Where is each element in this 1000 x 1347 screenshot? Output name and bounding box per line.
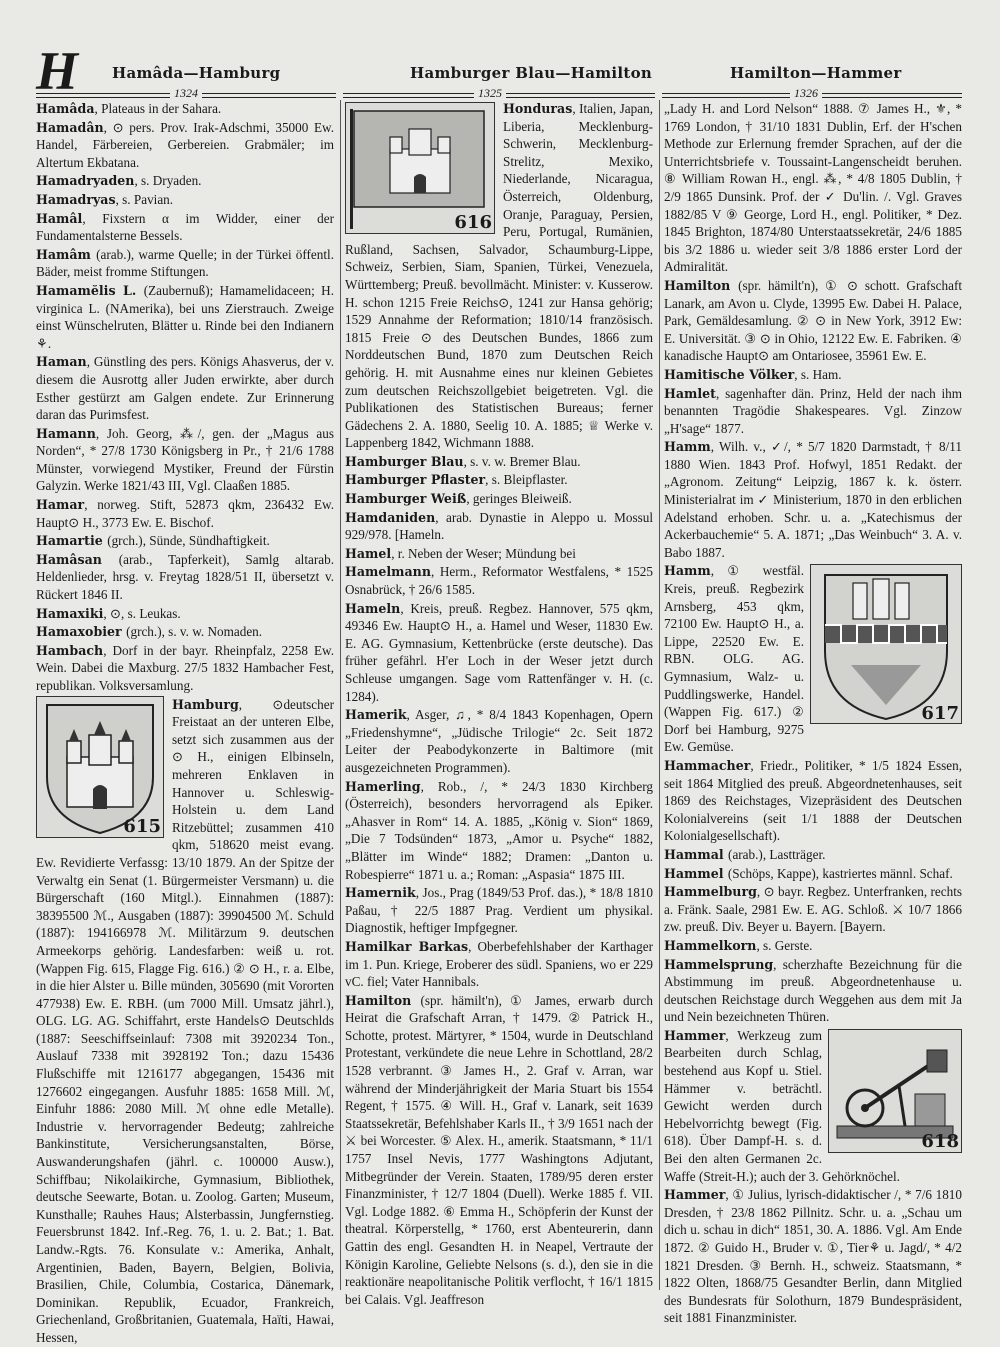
headword: Hamel [345, 545, 392, 561]
entry: Hamadân, ⊙ pers. Prov. Irak-Adschmi, 35000 Ew. Handel, Färbereien, Gerbereien. Grabmäler; im Altertum Ekbatana. [36, 119, 334, 170]
hamburg-flag-figure [345, 102, 495, 234]
column-divider-2 [659, 100, 660, 1290]
entry: Hamernik, Jos., Prag (1849/53 Prof. das.), * 18/8 1810 Paßau, † 22/5 1887 Prag. Verdient um physikal. Diagnostik, heftiger Impfgegner. [345, 885, 653, 936]
entry: Hamm, Wilh. v., ✓/, * 5/7 1820 Darmstadt, † 8/11 1880 Wien. 1843 Prof. Hofwyl, 1851 Redakt. der „Agronom. Zeitung“ Leipzig, 1867 k. k. österr. Ministerialrat im ✓ Ministerium, 1870 in den erblichen Adelstand erhoben. Schr. u. a. „Katechismus der Ackerbauchemie“ 5. A. 1871; „Das Weinbuch“ 3. A. v. Babo 1887. [664, 439, 962, 560]
column-divider-1 [340, 100, 341, 1290]
headword: Hamernik [345, 885, 416, 901]
shield-icon [811, 565, 961, 723]
headword: Hammelsprung [664, 956, 774, 972]
headword: Hamâsan [36, 551, 119, 567]
headword: Hambach [36, 642, 104, 658]
headword: Honduras [503, 101, 573, 116]
headword: Hamadryas [36, 191, 116, 207]
headword: Hamâda [36, 101, 95, 116]
entry: Hammelkorn, s. Gerste. [664, 937, 813, 953]
figure-number: 618 [921, 1131, 959, 1153]
headword: Hamilkar Barkas [345, 938, 469, 954]
text-column-2 [345, 100, 653, 1307]
headword: Hamerling [345, 778, 421, 794]
headword: Haman [36, 354, 87, 370]
entry: Hamerling, Rob., /, * 24/3 1830 Kirchberg (Österreich), besonders hervorragend als Epiker. „Ahasver in Rom“ 14. A. 1885, „König v. Sion“ 1869, „Die 7 Todsünden“ 1873, „Amor u. Psyche“ 1882, „Blätter im Winde“ 1882; Dramen: „Danton u. Robespierre“ 1871 u. a.; Roman: „Aspasia“ 1875 III. [345, 778, 653, 882]
headword: Hamamĕlis L. [36, 282, 144, 298]
entry: Haman, Günstling des pers. Königs Ahasverus, der v. diesem die Ausrottg aller Juden erwirkte, aber durch Esther gestürzt am Galgen endete. Zur Erinnerung daran das Purimsfest. [36, 354, 334, 423]
headword: Hamaxobier [36, 624, 127, 640]
entry: Hamilkar Barkas, Oberbefehlshaber der Karthager im 1. Pun. Kriege, Eroberer des südl. Spaniens, wo er 229 vC. fiel; Vater Hannibals. [345, 938, 653, 990]
entry: Hamlet, sagenhafter dän. Prinz, Held der nach ihm benannten Tragödie Shakespeares. Vgl. Zinzow „H'sage“ 1877. [664, 385, 962, 436]
headword: Hammelburg [664, 884, 757, 900]
column-header-3: Hamilton—Hammer [730, 64, 902, 82]
headword: Hamartie [36, 533, 108, 549]
headword: Hamitische Völker [664, 366, 795, 382]
headword: Hamadân [36, 119, 104, 135]
headword: Hamâm [36, 246, 97, 262]
entry: Hamel, r. Neben der Weser; Mündung bei [345, 545, 576, 561]
entry: Hamburger Pflaster, s. Bleipflaster. [345, 472, 568, 488]
headword: Hamburger Weiß [345, 491, 467, 507]
entry: Hamar, norweg. Stift, 52873 qkm, 236432 Ew. Haupt⊙ H., 3773 Ew. E. Bischof. [36, 497, 334, 530]
headword: Hamm [664, 439, 711, 455]
headword: Hamm [664, 563, 711, 579]
entry: Hamburger Blau, s. v. w. Bremer Blau. [345, 453, 581, 469]
entry: Hamâm (arab.), warme Quelle; in der Türkei öffentl. Bäder, meist fromme Stiftungen. [36, 246, 334, 280]
headword: Hamburger Pflaster [345, 472, 486, 488]
entry: Hamâsan (arab., Tapferkeit), Samlg altarab. Heldenlieder, hrsg. v. Freytag 1828/51 II, übersetzt v. Rückert 1846 II. [36, 551, 334, 603]
headword: Hamadryaden [36, 173, 135, 189]
entry: Hamitische Völker, s. Ham. [664, 366, 842, 382]
page-number-1: 1324 [170, 86, 202, 101]
headword: Hamburg [172, 696, 239, 712]
headword: Hammer [664, 1027, 726, 1043]
entry: Hamaxobier (grch.), s. v. w. Nomaden. [36, 624, 263, 640]
entry: Honduras, Italien, Japan, Liberia, Mecklenburg-Schwerin, Mecklenburg-Strelitz, Mexiko, Niederlande, Nicaragua, Österreich, Oldenburg, Oranje, Paraguay, Persien, Peru, Portugal, Rumänien, Rußland, Sachsen, Salvador, Schaumburg-Lippe, Schweiz, Serbien, Siam, Spanien, Türkei, Venezuela, Württemberg; Preuß. bevollmächt. Minister: v. Kusserow. H. schon 1215 Freie Reichs⊙, 1241 zur Hansa gehörig; 1529 Annahme der Reformation; 1810/14 französisch. 1815 Freie ⊙ des Deutschen Bundes, 1866 zum Norddeutschen Bund, 1870 zum Deutschen Reich gehörig. H. mit Ausnahme eines nur kleinen Gebietes zum deutschen Reichszollgebiet beigetreten. Vgl. die Publikationen des Statistischen Bureaus; ferner Gädechens 2. A. 1880, Seelig 10. A. 1885; ♕ Werke v. Lappenberg 1842, Wichmann 1888. [345, 101, 653, 451]
entry: Hamilton (spr. hämilt'n), ① James, erwarb durch Heirat die Grafschaft Arran, † 1479. ② Patrick H., Schotte, protest. Märtyrer, * 1504, wurde in Deutschland Protestant, verkündete die neue Lehre in Schottland, 28/2 1528 verbrannt. ③ James H., 2. Graf v. Arran, war während der Minderjährigkeit der Maria Stuart bis 1554 Regent, † 1575. ④ Will. H., Graf v. Lanark, seit 1639 Staatssekretär, Befehlshaber Karls II., † 3/9 1651 nach der ⚔ bei Worcester. ⑤ Alex. H., amerik. Staatsmann, * 11/1 1757 Insel Nevis, 1777 Washingtons Adjutant, Mitbegründer der Verein. Staaten, 1789/95 deren erster Finanzminister, † 12/7 1804 (Duell). Werke 1885 f. VII. Vgl. Lodge 1882. ⑥ Emma H., Schöpferin der Kunst der theatral. Körperstellg, * 1760, erst Abenteurerin, dann Gattin des engl. Gesandten H. in Neapel, Vertraute der Königin Karoline, Geliebte Nelsons (s. d.), den sie in die reaktionäre neapolitanische Politik verflocht, † 16/1 1815 bei Calais. Vgl. Jeaffreson [345, 992, 653, 1307]
entry: Hamâl, Fixstern α im Widder, einer der Fundamentalsterne Bessels. [36, 210, 334, 244]
entry: Hammer, Werkzeug zum Bearbeiten durch Schlag, bestehend aus Kopf u. Stiel. Hämmer v. beträchtl. Gewicht werden durch Hebelvorrichtg bewegt (Fig. 618). Über Dampf-H. s. d. Bei den alten Germanen 2c. Waffe (Streit-H.); auch der 3. Gehörknöchel. [664, 1027, 900, 1184]
entry: Hamamĕlis L. (Zaubernuß); Hamamelidaceen; H. virginica L. (NAmerika), bei uns Zierstrauch. Zweige einst Wünschelruten, Blätter u. Rinde bei den Indianern ⚘. [36, 282, 334, 351]
entry: Hamburger Weiß, geringes Bleiweiß. [345, 491, 572, 507]
entry: Hamilton (spr. hämilt'n), ① ⊙ schott. Grafschaft Lanark, am Avon u. Clyde, 13995 Ew. Dabei H. Palace, Park, Gemäldesamlung. ② ⊙ in New York, 3912 Ew: E. Universität. ③ ⊙ in Ohio, 12122 Ew. E. Fabriken. ④ kanadische Haupt⊙ am Ontariosee, 35961 Ew. E. [664, 277, 963, 364]
headword: Hammelkorn [664, 937, 757, 953]
headword: Hamilton [345, 992, 421, 1008]
steam-hammer-figure [828, 1029, 962, 1153]
entry: Hamelmann, Herm., Reformator Westfalens, * 1525 Osnabrück, † 26/6 1585. [345, 564, 653, 598]
headword: Hammal [664, 846, 729, 862]
hamburg-coat-of-arms-figure [36, 696, 164, 838]
entry: Hamerik, Asger, ♫, * 8/4 1843 Kopenhagen, Opern „Friedenshymne“, „Jüdische Trilogie“ 2c. Seit 1872 Leiter der Peabodykonzerte in Baltimore (mit ausgezeichneten Programmen). [345, 707, 653, 775]
entry: Hammer, ① Julius, lyrisch-didaktischer /, * 7/6 1810 Dresden, † 23/8 1862 Pillnitz. Schr. u. a. „Schau um dich u. schau in dich“ 1851, 30. A. 1886. Vgl. Am Ende 1872. ② Guido H., Bruder v. ①, Tier⚘ u. Jagd/, * 4/2 1821 Dresden. ③ Bernh. H., schweiz. Staatsmann, * 1822 Olten, 1868/75 Gesandter Berlin, dann Mitglied des Bundesrats für Solothurn, 1879 Bundespräsident, seit 1881 Finanzminister. [664, 1187, 962, 1326]
figure-number: 617 [921, 702, 959, 724]
headword: Hamburger Blau [345, 453, 464, 469]
headword: Hamilton [664, 277, 739, 293]
entry: „Lady H. and Lord Nelson“ 1888. ⑦ James H., ⚜, * 1769 London, † 31/10 1831 Dublin, Erf. der H'schen Methode zur Erlernung fremder Sprachen, auf der die Unterrichtsbriefe v. Toussaint-Langenscheidt beruhen. ⑧ William Rowan H., engl. ⁂, * 4/8 1805 Dublin, † 2/9 1865 Dunsink. Prof. der ✓ Du'lin. /. Vgl. Graves 1882/85 V ⑨ George, Lord H., engl. Politiker, * Dez. 1845 Brighton, 1874/80 Unterstaatssekretär, 24/6 1885 bis 3/2 1886 u. wieder seit 3/8 1886 erster Lord der Admiralität. [664, 101, 962, 275]
figure-number: 615 [123, 816, 161, 837]
page-number-2: 1325 [474, 86, 506, 101]
entry: Hamaxiki, ⊙, s. Leukas. [36, 605, 181, 621]
entry: Hambach, Dorf in der bayr. Rheinpfalz, 2258 Ew. Wein. Dabei die Maxburg. 27/5 1832 Hambacher Fest, republikan. Volksversamlung. [36, 642, 334, 693]
section-letter: H [36, 41, 79, 101]
headword: Hammer [664, 1187, 726, 1203]
headword: Hammacher [664, 757, 751, 773]
headword: Hamâl [36, 210, 83, 226]
entry: Hameln, Kreis, preuß. Regbez. Hannover, 575 qkm, 49346 Ew. Haupt⊙ H., a. Hamel und Weser, 11830 Ew. E. AG. Gymnasium, Kettenbrücke (erste deutsche). Das früher gefährl. H'er Loch in der Weser jetzt durch Schleuse umgangen. Sage vom Rattenfänger v. H. (c. 1284). [345, 600, 653, 704]
entry: Hamburg, ⊙deutscher Freistaat an der unteren Elbe, setzt sich zusammen aus der ⊙ H., einigen Elbinseln, mehreren Enklaven in Hannover u. Schleswig-Holstein u. dem Land Ritzebüttel; zusammen 410 qkm, 518620 meist evang. Ew. Revidierte Verfassg: 13/10 1879. An der Spitze der Verwaltg ein Senat (1. Bürgermeister Versmann) u. die Bürgerschaft (160 Mitgl.). Einnahmen (1887): 38395500 ℳ., Ausgaben (1887): 39904500 ℳ. Schuld (1887): 194166978 ℳ. Militärzum 9. deutschen Armeekorps gehörig. Landesfarben: weiß u. rot. (Wappen Fig. 615, Flagge Fig. 616.) ② ⊙ H., r. a. Elbe, in die hier Alster u. Bille münden, 305690 (mit Vororten 477938) Ew. E. RBH. (um 7000 Mill. Umsatz jährl.), OLG. LG. AG. Schiffahrt, erste Handels⊙ Deutschlds (1887: Seeschiffseinlauf: 7308 mit 3920234 Ton., Auslauf 7338 mit 3928192 Ton.; dazu 15436 Flußschiffe mit 1216177 abgegangen, 15436 mit 1276602 eingegangen. Ausfuhr 1885: 1658 Mill. ℳ, Einfuhr 1886: 2080 Mill. ℳ ohne edle Metalle). Industrie v. hervorragender Bedeutg; zahlreiche Bankinstitute, Versicherungsanstalten, Börse, Auswanderungshafen (jährl. c. 100000 Ausw.), Schiffbau; Nikolaikirche, Gymnasium, Bibliothek, deutsche Seewarte, Botan. u. Zoolog. Garten; Museum, Kunsthalle; Rauhes Haus; Alsterbassin, Jungfernstieg. Feuersbrunst 1842. Inf.-Reg. 76, 1. u. 2. Bat.; 1. Bat. Landw.-Rgts. 76. Konsulate v.: Amerika, Anhalt, Argentinien, Baden, Bayern, Belgien, Bolivia, Brasilien, Chile, Columbia, Costarica, Dänemark, Dominikan. Republik, Ecuador, Frankreich, Griechenland, Großbritanien, Guatemala, Haïti, Hawai, Hessen, [36, 696, 334, 1345]
column-header-2: Hamburger Blau—Hamilton [410, 64, 653, 82]
headword: Hamlet [664, 385, 716, 401]
figure-number: 616 [454, 212, 492, 234]
text-column-1 [36, 100, 334, 1345]
entry: Hamadryaden, s. Dryaden. [36, 173, 202, 189]
headword: Hamerik [345, 707, 407, 723]
entry: Hammelburg, ⊙ bayr. Regbez. Unterfranken, rechts a. Fränk. Saale, 2981 Ew. E. AG. Schloß. ⚔ 10/7 1866 zw. preuß. Div. Beyer u. Bayern. [Bayern. [664, 884, 962, 935]
headword: Hamelmann [345, 564, 431, 580]
entry: Hammal (arab.), Lastträger. [664, 846, 826, 862]
headword: Hamaxiki [36, 605, 104, 621]
entry: Hamdaniden, arab. Dynastie in Aleppo u. Mossul 929/978. [Hameln. [345, 509, 653, 543]
entry: Hamann, Joh. Georg, ⁂/, gen. der „Magus aus Norden“, * 27/8 1730 Königsberg in Pr., † 21/6 1788 Münster, vorwiegend Mystiker, Freund der Fürstin Galyzin. Werke 1821/43 III, Vgl. Claaßen 1885. [36, 425, 334, 494]
headword: Hamdaniden [345, 509, 436, 525]
headword: Hameln [345, 600, 401, 616]
entry: Hammel (Schöps, Kappe), kastriertes männl. Schaf. [664, 865, 953, 881]
column-header-1: Hamâda—Hamburg [112, 64, 281, 82]
headword: Hammel [664, 865, 728, 881]
text-column-3 [664, 100, 963, 1326]
entry: Hamâda, Plateaus in der Sahara. [36, 101, 222, 116]
headword: Hamann [36, 425, 96, 441]
hamm-coat-of-arms-figure [810, 564, 962, 724]
headword: Hamar [36, 497, 85, 513]
entry: Hamartie (grch.), Sünde, Sündhaftigkeit. [36, 533, 270, 549]
entry: Hamm, ① westfäl. Kreis, preuß. Regbezirk Arnsberg, 453 qkm, 72100 Ew. Haupt⊙ H., a. Lippe, 22520 Ew. E. RBN. OLG. AG. Gymnasium, Walz- u. Puddlingswerke, Handel. (Wappen Fig. 617.) ② Dorf bei Hamburg, 9275 Ew. Gemüse. [664, 563, 804, 755]
entry: Hamadryas, s. Pavian. [36, 191, 174, 207]
entry: Hammacher, Friedr., Politiker, * 1/5 1824 Essen, seit 1864 Mitglied des preuß. Abgeordnetenhauses, seit 1869 des Reichstages, Vizepräsident des Deutschen Kolonialvereins (seit 1/1 1888 der Deutschen Kolonialgesellschaft). [664, 757, 962, 844]
page-number-3: 1326 [790, 86, 822, 101]
entry: Hammelsprung, scherzhafte Bezeichnung für die Abstimmung im preuß. Abgeordnetenhause u. deutschen Reichstage durch Weggehen aus dem mit Ja und Nein bezeichneten Thüren. [664, 956, 962, 1025]
